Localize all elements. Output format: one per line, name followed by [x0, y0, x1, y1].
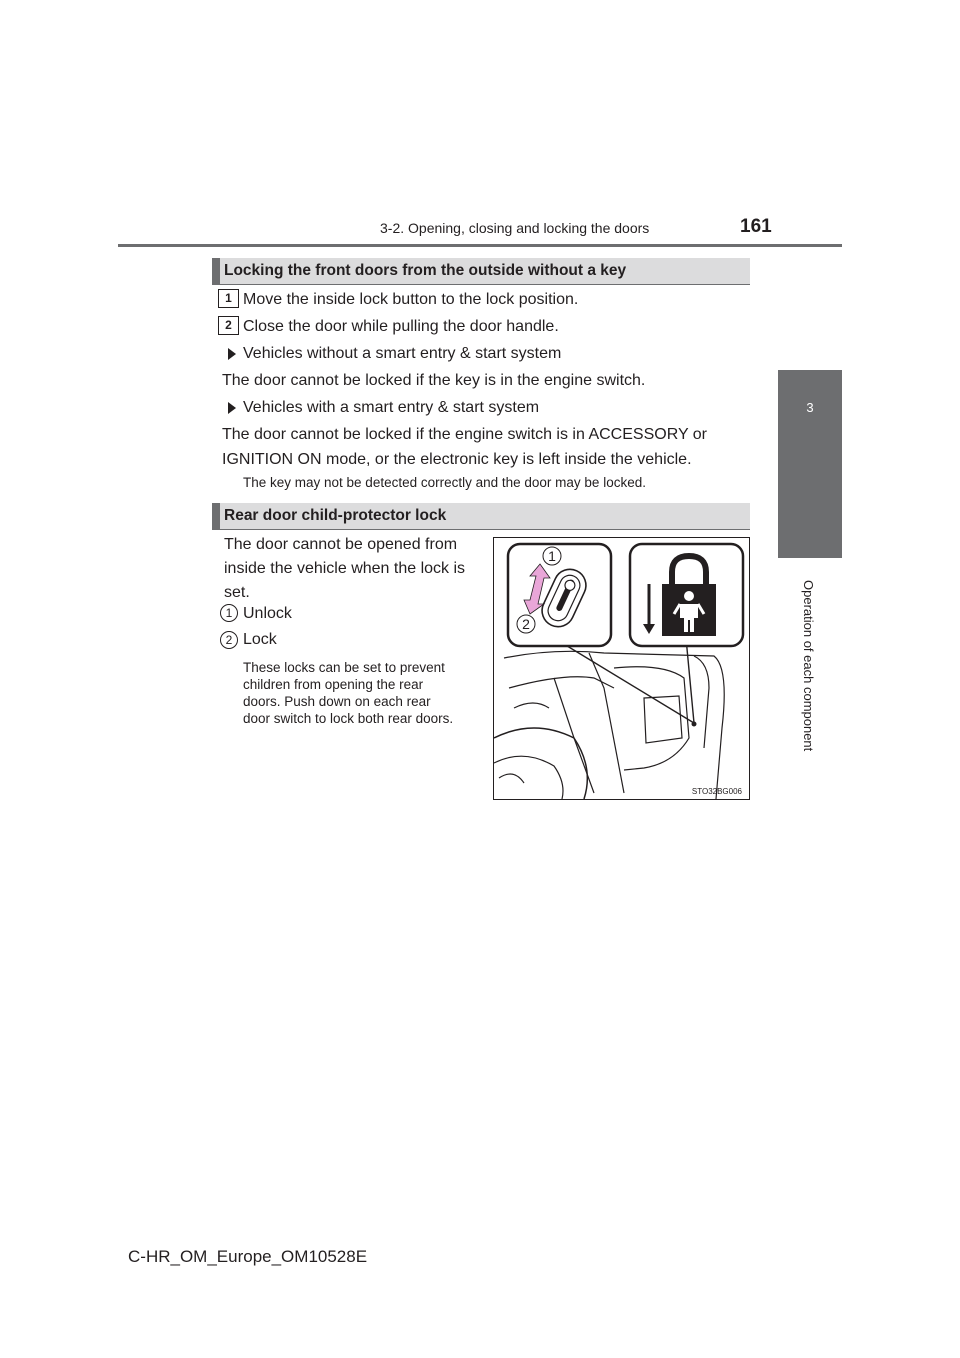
- figure-code: STO32BG006: [691, 787, 742, 796]
- paragraph-without-smart-entry: The door cannot be locked if the key is in the engine switch.: [222, 372, 646, 389]
- subheading-with-smart-entry: Vehicles with a smart entry & start system: [243, 399, 540, 416]
- section-heading-child-lock: [212, 503, 750, 530]
- subheading-without-smart-entry: Vehicles without a smart entry & start system: [243, 345, 562, 362]
- chapter-tab-label: [752, 556, 816, 776]
- header-divider: [118, 244, 842, 247]
- paragraph-with-smart-entry-line2: IGNITION ON mode, or the electronic key is left inside the vehicle.: [222, 451, 692, 468]
- item-unlock: Unlock: [243, 605, 292, 622]
- child-lock-illustration: [493, 537, 750, 800]
- section-heading-text: Locking the front doors from the outside without a key: [224, 262, 627, 279]
- running-header: 3-2. Opening, closing and locking the doors: [380, 220, 650, 236]
- intro-line-2: inside the vehicle when the lock is: [224, 560, 466, 577]
- section-heading-marker: [212, 258, 220, 284]
- chapter-tab-label-text: Operation of each component: [801, 580, 816, 752]
- note-line-1: These locks can be set to prevent: [243, 660, 445, 675]
- chapter-tab: [778, 370, 842, 558]
- figure-callout-2-label: 2: [522, 616, 530, 632]
- section-heading-front-doors: [212, 258, 750, 285]
- triangle-bullet-icon: [228, 348, 236, 360]
- note-line-2: children from opening the rear: [243, 677, 424, 692]
- leader-line: [554, 638, 694, 723]
- callout-circle-2: 2: [220, 631, 238, 649]
- step-number-box-1: 1: [218, 289, 239, 308]
- leader-point: [692, 722, 697, 727]
- document-footer: C-HR_OM_Europe_OM10528E: [128, 1247, 368, 1266]
- step-2-text: Close the door while pulling the door handle.: [243, 318, 559, 335]
- section-heading-text: Rear door child-protector lock: [224, 507, 447, 524]
- paragraph-with-smart-entry-line1: The door cannot be locked if the engine switch is in ACCESSORY or: [222, 426, 708, 443]
- section-heading-marker: [212, 503, 220, 529]
- note-line-4: door switch to lock both rear doors.: [243, 711, 454, 726]
- step-number-box-2: 2: [218, 316, 239, 335]
- intro-line-3: set.: [224, 584, 250, 601]
- triangle-bullet-icon: [228, 402, 236, 414]
- item-lock: Lock: [243, 631, 277, 648]
- intro-line-1: The door cannot be opened from: [224, 536, 458, 553]
- callout-circle-1: 1: [220, 604, 238, 622]
- child-lock-illustration-svg: [494, 538, 749, 799]
- figure-callout-1-label: 1: [548, 548, 556, 564]
- page-number: 161: [740, 216, 772, 237]
- note-line-3: doors. Push down on each rear: [243, 694, 431, 709]
- note-key-detection: The key may not be detected correctly and the door may be locked.: [243, 475, 646, 490]
- step-1-text: Move the inside lock button to the lock position.: [243, 291, 579, 308]
- chapter-tab-number: 3: [806, 400, 814, 415]
